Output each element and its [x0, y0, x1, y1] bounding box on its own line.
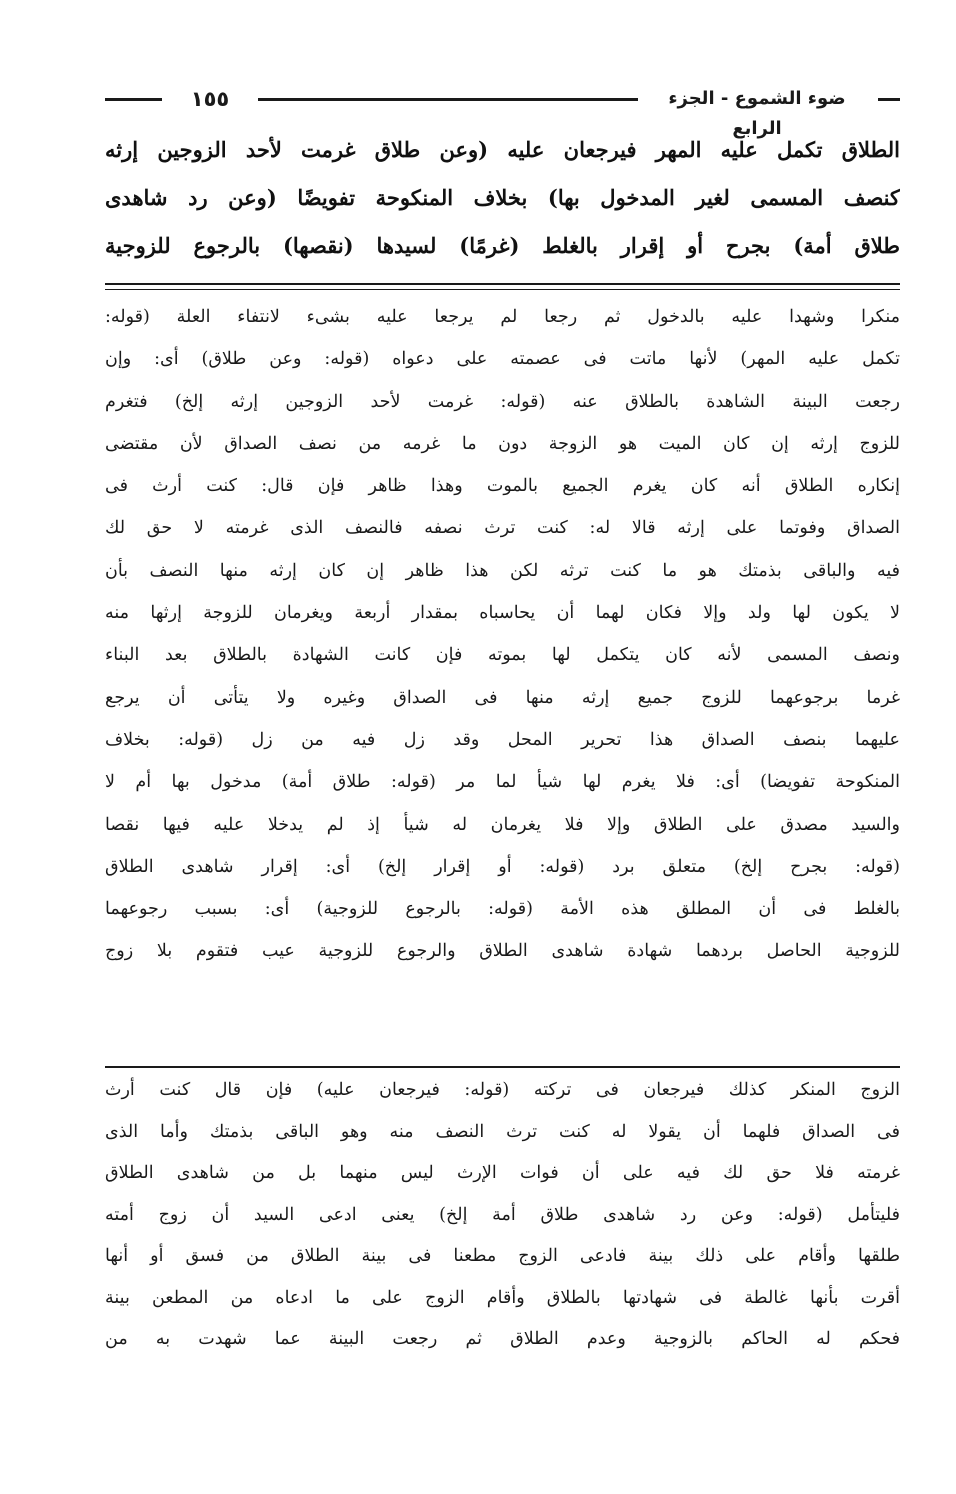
- commentary-line: والسيد مصدق على الطلاق وإلا فلا يغرمان له شيأ إذ لم يدخلا عليه فيها نقصا: [105, 814, 900, 835]
- commentary-line: المنكوحة تفويضا) أى: فلا يغرم لها شيأ لما مر (قوله: طلاق أمة) مدخول بها أم لا: [105, 772, 900, 793]
- running-header: [105, 84, 900, 139]
- footnote-line: فحكم له الحاكم بالزوجية وعدم الطلاق ثم رجعت البينة عما شهدت به من: [105, 1329, 900, 1349]
- footnote-separator-rule: [105, 1066, 900, 1068]
- commentary-line: بالغلط فى أن المطلق هذه الأمة (قوله: بالرجوع للزوجية) أى: بسبب رجوعهما: [105, 899, 900, 920]
- footnote-line: طلقها وأقام على ذلك بينة فادعى الزوج مطعنا فى بينة الطلاق من فسق أو أنها: [105, 1246, 900, 1266]
- commentary-line: غرما برجوعهما للزوج جميع إرثه منها فى الصداق وغيره ولا يتأتى أن يرجع: [105, 687, 900, 708]
- commentary-line: الصداق وفوتما على إرثه قالا له: كنت ترث نصفه فالنصف الذى غرمته لا حق لك: [105, 518, 900, 539]
- commentary-line: رجعت البينة الشاهدة بالطلاق عنه (قوله: غرمت لأحد الزوجين إرثه إلخ) فتغرم: [105, 391, 900, 412]
- main-text: [105, 126, 900, 270]
- commentary-line: للزوج إرثه إن كان الميت هو الزوجة دون ما غرمه من نصف الصداق لأن مقتضى: [105, 433, 900, 454]
- header-rule-right: [878, 98, 900, 101]
- footnote-line: فليتأمل (قوله: وعن رد شاهدى طلاق أمة إلخ) يعنى ادعى السيد أن زوج أمته: [105, 1204, 900, 1225]
- header-rule-middle: [258, 98, 638, 101]
- separator-rule-top: [105, 283, 900, 285]
- main-text-line: كنصف المسمى لغير المدخول بها) بخلاف المنكوحة تفويضًا (وعن رد شاهدى: [105, 185, 900, 210]
- footnote-line: الزوج المنكر كذلك فيرجعان فى تركته (قوله: فيرجعان عليه) فإن قال كنت أرث: [105, 1080, 900, 1100]
- header-rule-left: [105, 98, 162, 101]
- commentary-line: لا يكون لها ولد وإلا فكان لهما أن يحاسباه بمقدار أربعة ويغرمان للزوجة إرثها منه: [105, 603, 900, 624]
- main-text-line: الطلاق تكمل عليه المهر فيرجعان عليه (وعن طلاق غرمت لأحد الزوجين إرثه: [105, 137, 900, 162]
- page-number: ١٥٥: [190, 87, 230, 111]
- commentary-text: [105, 296, 900, 973]
- commentary-line: تكمل عليه المهر) لأنها ماتت فى عصمته على دعواه (قوله: وعن طلاق) أى: وإن: [105, 349, 900, 370]
- commentary-line: إنكاره الطلاق أنه كان يغرم الجميع بالموت وهذا ظاهر فإن قال: كنت أرث فى: [105, 476, 900, 497]
- header-title: ضوء الشموع - الجزء الرابع: [668, 88, 846, 139]
- footnote-text: [105, 1070, 900, 1361]
- commentary-line: ونصف المسمى لأنه كان يتكمل لها بموته فإن كانت الشهادة بالطلاق بعد البناء: [105, 645, 900, 666]
- commentary-line: منكرا وشهدا عليه بالدخول ثم رجعا لم يرجعا عليه بشىء لانتفاء العلة (قوله:: [105, 307, 900, 327]
- main-text-line: طلاق أمة) بجرح أو إقرار بالغلط (غرمًا) لسيدها (نقصها) بالرجوع للزوجية: [105, 233, 900, 258]
- commentary-line: عليهما بنصف الصداق هذا تحرير المحل وقد زل فيه من زل (قوله: بخلاف: [105, 729, 900, 750]
- separator-rule-bottom: [105, 289, 900, 290]
- commentary-line: للزوجية الحاصل بردهما شهادة شاهدى الطلاق والرجوع للزوجية عيب فتقوم بلا زوج: [105, 941, 900, 962]
- footnote-line: غرمته فلا حق لك فيه على أن فوات الإرث ليس منهما بل من شاهدى الطلاق: [105, 1163, 900, 1183]
- commentary-line: (قوله: بجرح إلخ) متعلق برد (قوله: أو إقرار إلخ) أى: إقرار شاهدى الطلاق: [105, 856, 900, 877]
- footnote-line: فى الصداق فلهما أن يقولا له كنت ترث النصف منه وهو الباقى بذمتك وأما الذى: [105, 1121, 900, 1142]
- footnote-line: أقرت بأنها غالطة فى شهادتها بالطلاق وأقام الزوج على ما ادعاه من المطعن بينة: [105, 1287, 900, 1308]
- commentary-line: فيه والباقى بذمتك هو ما كنت ترثه لكن هذا ظاهر إن كان إرثه منها النصف بأن: [105, 560, 900, 581]
